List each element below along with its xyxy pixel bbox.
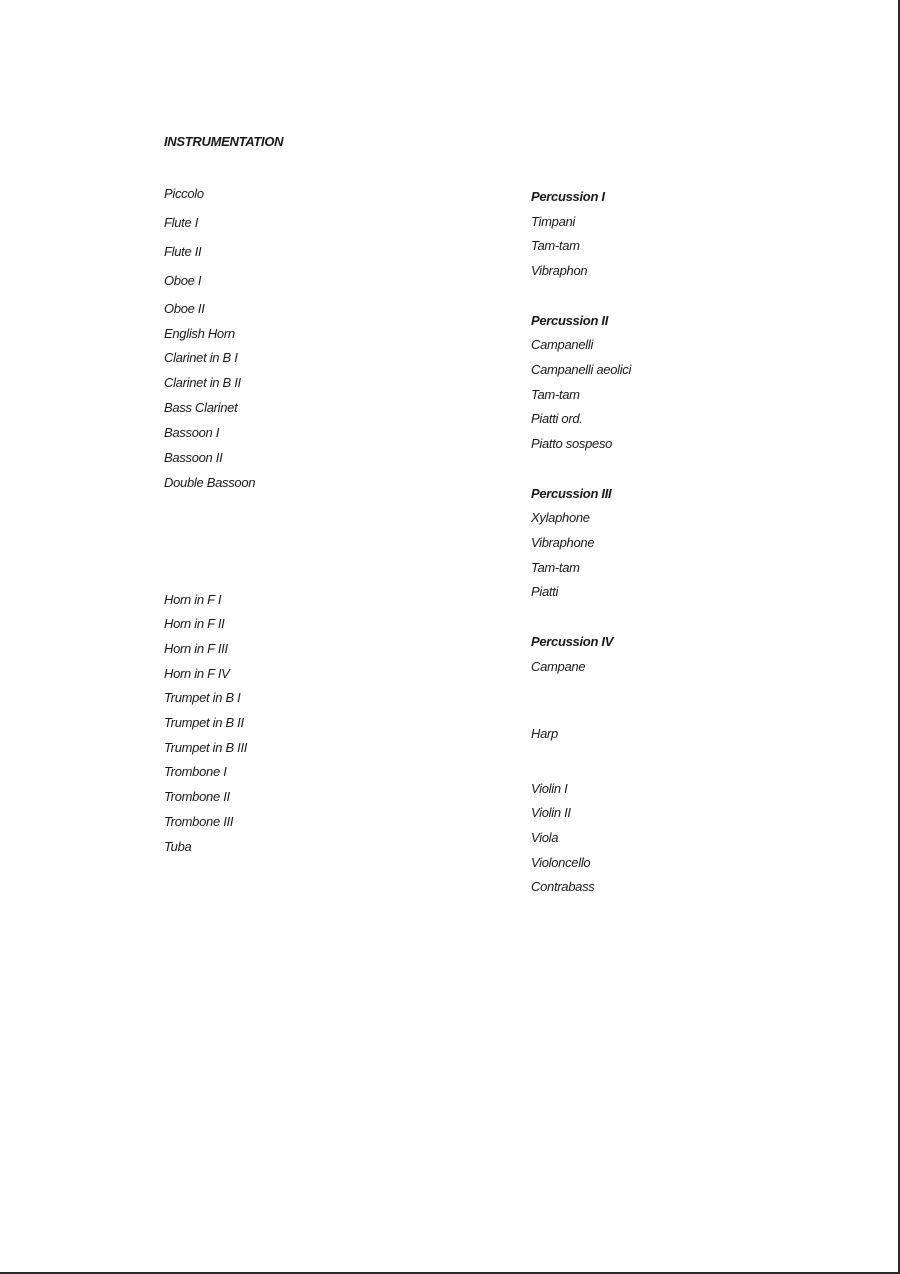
instrument-woodwind: Oboe I bbox=[164, 273, 202, 288]
instrument-brass: Trombone II bbox=[164, 789, 230, 804]
instrument-brass: Trumpet in B III bbox=[164, 740, 248, 755]
instrument-woodwind: Bassoon I bbox=[164, 425, 220, 440]
instrument-string: Contrabass bbox=[531, 879, 595, 894]
instrument-brass: Trombone I bbox=[164, 764, 227, 779]
instrument-percussion: Tam-tam bbox=[531, 560, 580, 575]
instrument-brass: Horn in F III bbox=[164, 641, 228, 656]
instrument-woodwind: Clarinet in B I bbox=[164, 350, 238, 365]
instrument-percussion: Campane bbox=[531, 659, 586, 674]
instrument-string: Violin I bbox=[531, 781, 568, 796]
instrument-woodwind: Bassoon II bbox=[164, 450, 223, 465]
instrument-brass: Horn in F IV bbox=[164, 666, 230, 681]
instrument-woodwind: Flute II bbox=[164, 244, 202, 259]
instrument-brass: Trombone III bbox=[164, 814, 234, 829]
instrument-brass: Tuba bbox=[164, 839, 192, 854]
instrument-woodwind: English Horn bbox=[164, 326, 235, 341]
section-heading-percussion-2: Percussion II bbox=[531, 313, 609, 328]
instrument-woodwind: Double Bassoon bbox=[164, 475, 256, 490]
instrument-percussion: Campanelli aeolici bbox=[531, 362, 632, 377]
instrument-percussion: Timpani bbox=[531, 214, 576, 229]
instrument-harp: Harp bbox=[531, 726, 558, 741]
instrument-percussion: Vibraphone bbox=[531, 535, 595, 550]
instrument-percussion: Xylaphone bbox=[531, 510, 590, 525]
instrument-percussion: Tam-tam bbox=[531, 387, 580, 402]
section-heading-percussion-4: Percussion IV bbox=[531, 634, 614, 649]
instrument-woodwind: Clarinet in B II bbox=[164, 375, 241, 390]
section-heading-percussion-3: Percussion III bbox=[531, 486, 612, 501]
instrument-percussion: Vibraphon bbox=[531, 263, 588, 278]
instrument-string: Violin II bbox=[531, 805, 571, 820]
instrument-brass: Horn in F I bbox=[164, 592, 222, 607]
instrument-percussion: Piatto sospeso bbox=[531, 436, 613, 451]
instrument-woodwind: Flute I bbox=[164, 215, 199, 230]
instrument-percussion: Piatti bbox=[531, 584, 559, 599]
section-heading-percussion-1: Percussion I bbox=[531, 189, 605, 204]
instrument-percussion: Piatti ord. bbox=[531, 411, 583, 426]
page-title: INSTRUMENTATION bbox=[164, 134, 284, 149]
instrument-woodwind: Oboe II bbox=[164, 301, 205, 316]
instrument-woodwind: Bass Clarinet bbox=[164, 400, 238, 415]
instrument-woodwind: Piccolo bbox=[164, 186, 204, 201]
instrument-brass: Horn in F II bbox=[164, 616, 225, 631]
instrument-brass: Trumpet in B I bbox=[164, 690, 241, 705]
instrument-brass: Trumpet in B II bbox=[164, 715, 244, 730]
instrument-string: Violoncello bbox=[531, 855, 591, 870]
instrument-string: Viola bbox=[531, 830, 559, 845]
instrument-percussion: Campanelli bbox=[531, 337, 594, 352]
instrument-percussion: Tam-tam bbox=[531, 238, 580, 253]
